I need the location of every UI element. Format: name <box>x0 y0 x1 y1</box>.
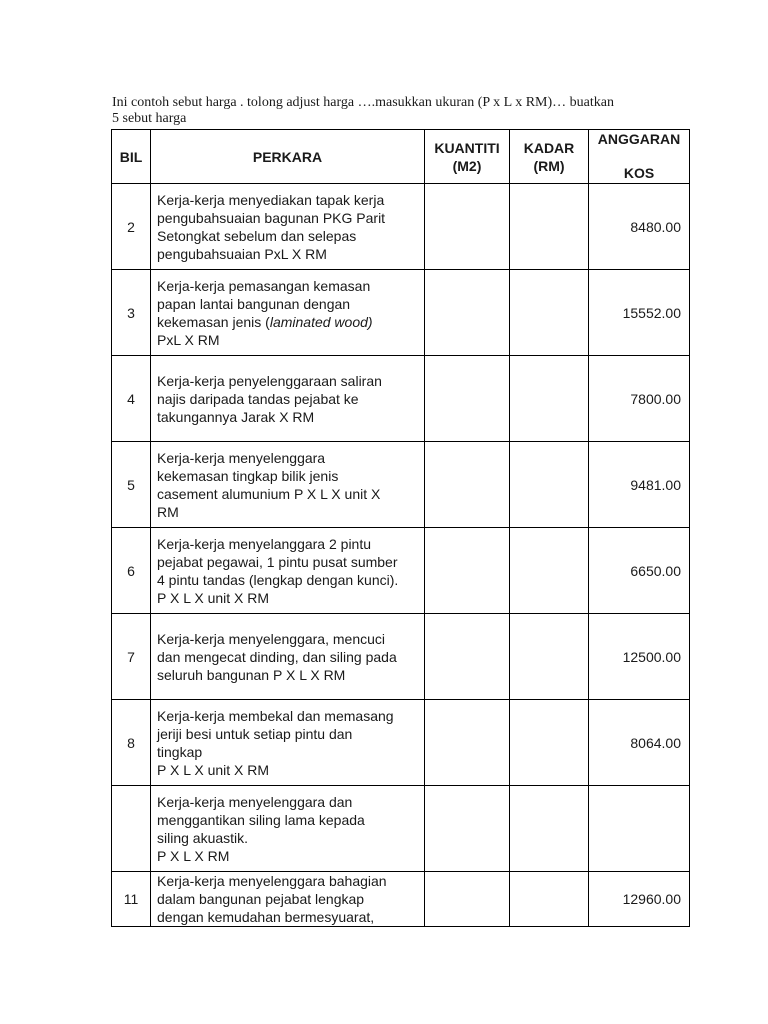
header-perkara: PERKARA <box>151 130 425 184</box>
cell-perkara <box>151 270 425 356</box>
cell-kos: 12960.00 <box>589 872 690 927</box>
cell-kuantiti <box>425 442 510 528</box>
instruction-line-2: 5 sebut harga <box>112 111 187 126</box>
table-row <box>112 184 690 270</box>
cell-kuantiti <box>425 184 510 270</box>
perkara-text-part: PxL X RM <box>157 331 220 348</box>
header-bil: BIL <box>112 130 151 184</box>
header-kuantiti <box>425 130 510 184</box>
cell-kos: 8480.00 <box>589 184 690 270</box>
cell-perkara <box>151 786 425 872</box>
table-row <box>112 614 690 700</box>
header-kadar <box>510 130 589 184</box>
cell-kuantiti <box>425 528 510 614</box>
cell-kadar <box>510 356 589 442</box>
perkara-text: Kerja-kerja menyelenggara dan menggantikan siling lama kepada siling akuastik. P X L X RM <box>157 793 365 864</box>
cell-kuantiti <box>425 270 510 356</box>
perkara-text: Kerja-kerja menyelanggara 2 pintu pejabat pegawai, 1 pintu pusat sumber 4 pintu tandas (lengkap dengan kunci). P X L X unit X RM <box>157 535 399 606</box>
cell-bil: 8 <box>112 700 151 786</box>
cell-kadar <box>510 270 589 356</box>
instruction-line-1: Ini contoh sebut harga . tolong adjust harga ….masukkan ukuran (P x L x RM)… buatkan <box>112 95 614 110</box>
perkara-text-italic: laminated wood) <box>269 313 373 330</box>
header-anggaran-line-1: ANGGARAN <box>597 130 681 147</box>
perkara-text <box>157 277 418 349</box>
cell-kos: 6650.00 <box>589 528 690 614</box>
cell-bil <box>112 786 151 872</box>
cell-kadar <box>510 700 589 786</box>
cell-kuantiti <box>425 700 510 786</box>
cell-perkara <box>151 528 425 614</box>
cell-bil: 6 <box>112 528 151 614</box>
cell-kadar <box>510 872 589 927</box>
cell-kadar <box>510 184 589 270</box>
cell-bil: 11 <box>112 872 151 927</box>
table-row <box>112 356 690 442</box>
cell-kos: 8064.00 <box>589 700 690 786</box>
cell-kadar <box>510 528 589 614</box>
table-header-row <box>112 130 690 184</box>
perkara-text: Kerja-kerja menyediakan tapak kerja pengubahsuaian bagunan PKG Parit Setongkat sebelum dan selepas pengubahsuaian PxL X RM <box>157 191 386 262</box>
perkara-text: Kerja-kerja membekal dan memasang jeriji besi untuk setiap pintu dan tingkap P X L X unit X RM <box>157 707 394 778</box>
instruction-note <box>112 95 692 127</box>
cell-perkara <box>151 442 425 528</box>
cell-kuantiti <box>425 786 510 872</box>
header-kadar-line-1: KADAR <box>523 139 575 156</box>
perkara-text-part: Kerja-kerja pemasangan kemasan papan lantai bangunan dengan kekemasan jenis ( <box>157 277 371 330</box>
cell-kos <box>589 786 690 872</box>
cell-bil: 4 <box>112 356 151 442</box>
cell-kadar <box>510 442 589 528</box>
table-row <box>112 700 690 786</box>
header-kadar-line-2: (RM) <box>533 157 565 174</box>
cell-bil: 5 <box>112 442 151 528</box>
cell-kos: 12500.00 <box>589 614 690 700</box>
quotation-table <box>111 129 690 927</box>
cell-perkara <box>151 872 425 927</box>
table-row <box>112 270 690 356</box>
header-anggaran-line-2: KOS <box>623 164 655 181</box>
header-kuantiti-line-2: (M2) <box>452 157 482 174</box>
table-row <box>112 442 690 528</box>
cell-kadar <box>510 786 589 872</box>
cell-bil: 2 <box>112 184 151 270</box>
header-kuantiti-line-1: KUANTITI <box>434 139 500 156</box>
perkara-text: Kerja-kerja menyelenggara bahagian dalam bangunan pejabat lengkap dengan kemudahan bermesyuarat, <box>157 873 387 925</box>
perkara-text: Kerja-kerja menyelenggara, mencuci dan mengecat dinding, dan siling pada seluruh bangunan P X L X RM <box>157 630 397 683</box>
cell-kos: 9481.00 <box>589 442 690 528</box>
cell-perkara <box>151 700 425 786</box>
cell-kos: 7800.00 <box>589 356 690 442</box>
header-anggaran-kos <box>589 130 690 184</box>
table-row <box>112 528 690 614</box>
cell-kadar <box>510 614 589 700</box>
cell-bil: 7 <box>112 614 151 700</box>
perkara-text: Kerja-kerja menyelenggara kekemasan tingkap bilik jenis casement alumunium P X L X unit X RM <box>157 449 381 520</box>
cell-kuantiti <box>425 356 510 442</box>
cell-perkara <box>151 184 425 270</box>
cell-kuantiti <box>425 614 510 700</box>
cell-bil: 3 <box>112 270 151 356</box>
cell-perkara <box>151 614 425 700</box>
cell-kuantiti <box>425 872 510 927</box>
cell-kos: 15552.00 <box>589 270 690 356</box>
table-row <box>112 786 690 872</box>
perkara-text: Kerja-kerja penyelenggaraan saliran najis daripada tandas pejabat ke takungannya Jarak X RM <box>157 372 382 425</box>
cell-perkara <box>151 356 425 442</box>
table-row <box>112 872 690 927</box>
